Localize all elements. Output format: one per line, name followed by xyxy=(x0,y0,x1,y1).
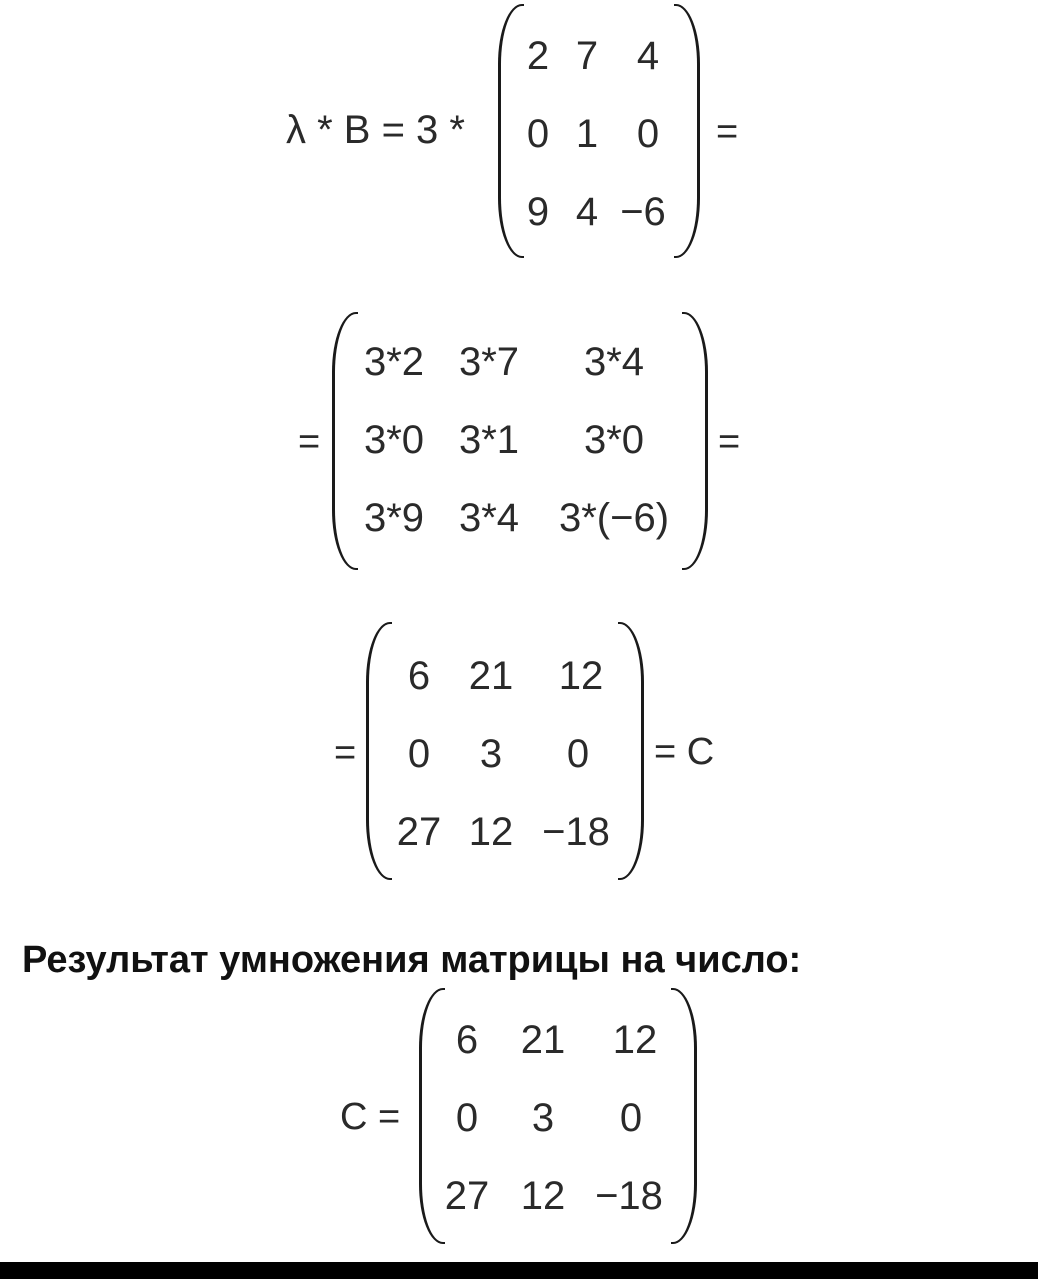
matrix-b xyxy=(498,4,700,258)
matrix-cell: −18 xyxy=(542,810,610,854)
matrix-product xyxy=(366,622,644,880)
matrix-result xyxy=(419,988,697,1244)
right-paren xyxy=(674,4,700,258)
left-paren xyxy=(498,4,524,258)
matrix-cell: −18 xyxy=(595,1174,663,1218)
left-paren xyxy=(419,988,445,1244)
matrix-cell: 21 xyxy=(468,654,514,698)
bottom-bar xyxy=(0,1262,1038,1279)
matrix-cell: 27 xyxy=(444,1174,490,1218)
step1-prefix: λ * B = 3 * xyxy=(286,108,465,152)
matrix-cell: 0 xyxy=(407,732,431,776)
matrix-cell: 3*7 xyxy=(458,340,520,384)
matrix-cell: 0 xyxy=(636,112,660,156)
matrix-expanded xyxy=(332,312,708,570)
matrix-cell: 7 xyxy=(575,34,599,78)
right-paren xyxy=(618,622,644,880)
matrix-cell: 12 xyxy=(558,654,604,698)
matrix-cell: 12 xyxy=(468,810,514,854)
matrix-cell: 0 xyxy=(566,732,590,776)
matrix-cell: 3*2 xyxy=(363,340,425,384)
step3-prefix: = xyxy=(334,732,357,774)
step1-suffix: = xyxy=(716,111,739,153)
result-heading: Результат умножения матрицы на число: xyxy=(22,939,802,981)
matrix-cell: 21 xyxy=(520,1018,566,1062)
matrix-cell: 3*(−6) xyxy=(558,496,670,540)
left-paren xyxy=(332,312,358,570)
matrix-cell: 3*4 xyxy=(458,496,520,540)
matrix-cell: 4 xyxy=(575,190,599,234)
matrix-cell: 3*4 xyxy=(583,340,645,384)
matrix-cell: 3*9 xyxy=(363,496,425,540)
matrix-cell: 1 xyxy=(575,112,599,156)
matrix-cell: 0 xyxy=(455,1096,479,1140)
matrix-cell: 3 xyxy=(531,1096,555,1140)
matrix-cell: 0 xyxy=(619,1096,643,1140)
result-prefix: C = xyxy=(340,1096,401,1138)
right-paren xyxy=(682,312,708,570)
matrix-cell: −6 xyxy=(620,190,666,234)
step2-suffix: = xyxy=(718,421,741,463)
step2-prefix: = xyxy=(298,421,321,463)
matrix-cell: 27 xyxy=(396,810,442,854)
matrix-cell: 0 xyxy=(526,112,550,156)
matrix-cell: 6 xyxy=(455,1018,479,1062)
matrix-cell: 2 xyxy=(526,34,550,78)
step3-suffix: = C xyxy=(654,731,715,773)
matrix-cell: 3*0 xyxy=(583,418,645,462)
matrix-cell: 6 xyxy=(407,654,431,698)
left-paren xyxy=(366,622,392,880)
right-paren xyxy=(671,988,697,1244)
matrix-cell: 4 xyxy=(636,34,660,78)
matrix-cell: 3*0 xyxy=(363,418,425,462)
matrix-cell: 3*1 xyxy=(458,418,520,462)
matrix-cell: 3 xyxy=(479,732,503,776)
matrix-cell: 12 xyxy=(612,1018,658,1062)
matrix-cell: 9 xyxy=(526,190,550,234)
matrix-cell: 12 xyxy=(520,1174,566,1218)
